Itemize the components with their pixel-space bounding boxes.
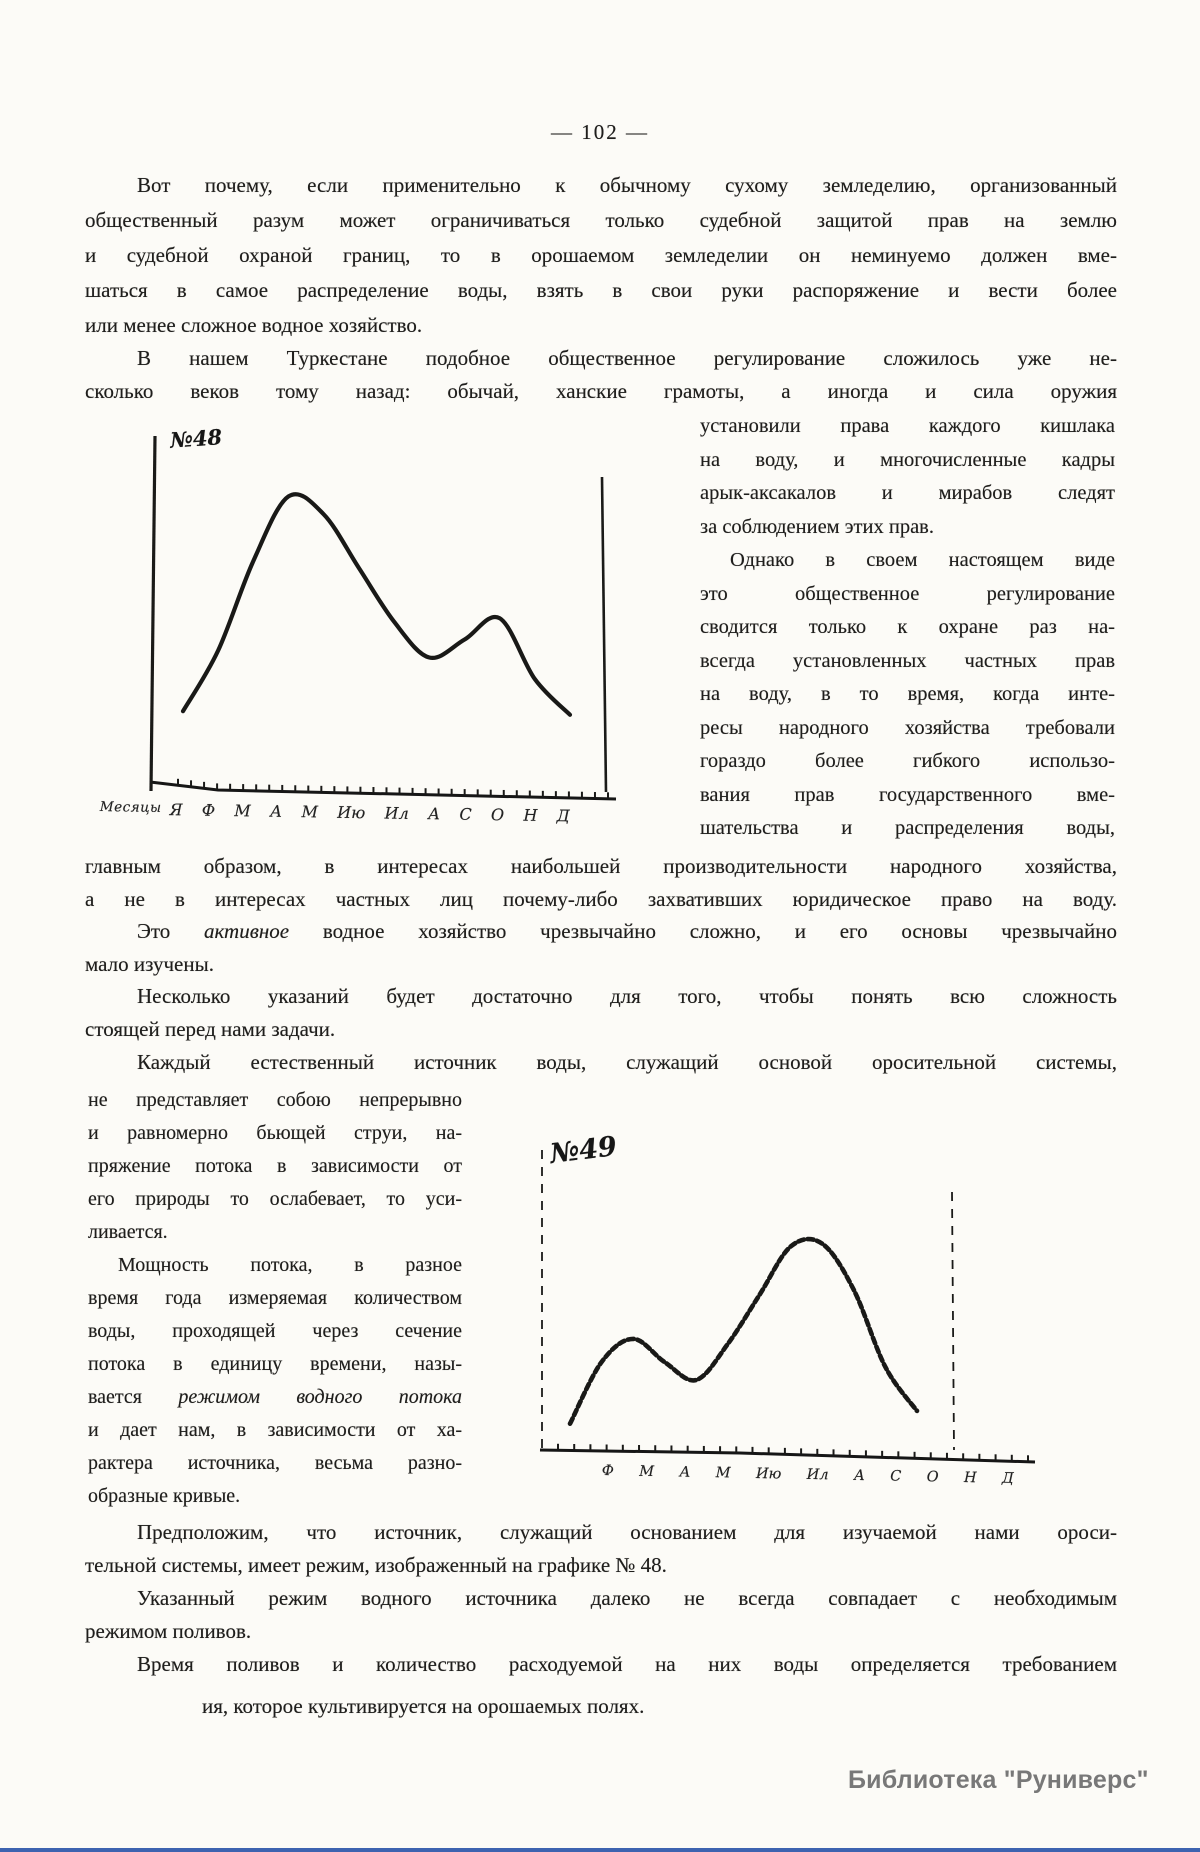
text-line: его природы то ослабевает, то уси- [88,1188,462,1210]
y-axis [151,436,155,791]
emphasized-text: активное [204,919,290,943]
text-line: Предположим, что источник, служащий основанием для изучаемой нами ороси- [137,1520,1117,1544]
text-line: потока в единицу времени, назы- [88,1353,462,1375]
text-line: воды, проходящей через сечение [88,1320,462,1342]
text-line: вания прав государственного вме- [700,783,1115,806]
month-label: Ил [384,803,409,823]
month-label: Н [523,805,538,825]
text-line: тельной системы, имеет режим, изображенный на графике № 48. [85,1553,667,1577]
text-line: Однако в своем настоящем виде [730,549,1115,571]
text-line: общественный разум может ограничиваться только судебной защитой прав на землю [85,208,1117,232]
text-line: шаться в самое распределение воды, взять в свои руки распоряжение и вести более [85,278,1117,302]
x-axis [150,782,616,799]
text-span: вается [88,1386,179,1408]
text-line: режимом поливов. [85,1619,252,1643]
month-label: О [490,805,505,825]
text-line: В нашем Туркестане подобное общественное регулирование сложилось уже не- [137,346,1117,370]
paragraph-kazhdy [85,1046,1117,1079]
paragraph-neskolko [85,980,1117,1046]
text-line: на воду, в то время, когда инте- [700,683,1115,705]
month-label: А [427,804,441,824]
chart-49-canvas [530,1135,1060,1483]
text-span: Это [137,919,205,943]
text-span: водное хозяйство чрезвычайно сложно, и его основы чрезвычайно [289,919,1118,943]
page-number: — 102 — [551,120,649,144]
column-left [88,1084,462,1513]
month-label: С [459,804,472,824]
flow-curve [183,494,570,715]
month-label: М [715,1465,731,1482]
month-label: Н [963,1469,977,1487]
text-line: Каждый естественный источник воды, служащий основой оросительной системы, [137,1050,1117,1074]
month-label: Ию [337,802,366,823]
text-line: и дает нам, в зависимости от ха- [88,1419,462,1441]
text-line: Несколько указаний будет достаточно для того, чтобы понять всю сложность [137,984,1117,1008]
chart-48-canvas [138,420,630,823]
text-line: ия, которое культивируется на орошаемых полях. [202,1694,645,1718]
month-label: Д [1001,1470,1014,1487]
text-line: сколько веков тому назад: обычай, ханские грамоты, а иногда и сила оружия [85,379,1117,403]
paragraph-glavnym [85,850,1117,916]
month-label: Я [169,800,183,820]
text-line: или менее сложное водное хозяйство. [85,313,423,337]
watermark: Библиотека "Руниверс" [848,1766,1149,1794]
y-axis-dashed [952,1192,954,1450]
text-line: не представляет собою непрерывно [88,1089,462,1111]
text-line: гораздо более гибкого использо- [700,750,1115,772]
month-label: А [853,1467,866,1485]
chart-49-label: №49 [548,1131,619,1170]
text-line: образные кривые. [88,1485,241,1507]
paragraph-intro [85,168,1117,343]
paragraph-vremya [85,1648,1117,1723]
axis-label-months: Месяцы [99,799,162,816]
month-label: Д [556,806,570,826]
text-line: ливается. [88,1221,168,1243]
text-line: Указанный режим водного источника далеко не всегда совпадает с необходимым [137,1586,1117,1610]
bottom-accent-bar [0,1848,1200,1852]
text-line: на воду, и многочисленные кадры [700,448,1115,471]
text-line: рактера источника, весьма разно- [88,1452,462,1474]
text-line: мало изучены. [85,952,214,976]
text-line: арык-аксакалов и мирабов следят [700,482,1115,504]
text-line: сводится только к охране раз на- [700,616,1115,638]
paragraph-ukazanny [85,1582,1117,1648]
month-label: Ию [755,1465,782,1483]
chart-48-label: №48 [169,424,223,453]
x-axis [540,1450,1035,1462]
paragraph-predpolozhim [85,1516,1117,1582]
month-label: Ф [201,800,216,820]
text-line [88,1381,462,1414]
text-line: ресы народного хозяйства требовали [700,716,1115,739]
text-line [85,915,1117,948]
text-line: пряжение потока в зависимости от [88,1155,462,1177]
month-label: М [234,801,251,821]
month-label: С [890,1468,902,1485]
text-line: и равномерно бьющей струи, на- [88,1122,462,1144]
text-line: шательства и распределения воды, [700,817,1115,839]
month-label: Ф [601,1463,615,1480]
text-line: это общественное регулирование [700,582,1115,605]
month-label: М [639,1463,655,1481]
text-line: Мощность потока, в разное [118,1254,462,1276]
paragraph-turkestan [85,342,1117,408]
paragraph-aktivnoe [85,915,1117,981]
text-line: а не в интересах частных лиц почему-либо захвативших юридическое право на воду. [85,887,1117,911]
emphasized-text: режимом водного потока [178,1386,462,1408]
text-line: Вот почему, если применительно к обычному сухому земледелию, организованный [137,173,1117,197]
column-right [700,410,1115,846]
text-line: время года измеряемая количеством [88,1287,462,1309]
month-label: А [679,1464,691,1481]
text-line: Время поливов и количество расходуемой на них воды определяется требованием [137,1652,1117,1676]
month-label: М [301,802,319,822]
y-axis [602,477,606,792]
text-line: за соблюдением этих прав. [700,515,934,538]
flow-curve [570,1239,917,1424]
chart-49 [530,1131,1060,1483]
month-label: Ил [806,1466,829,1484]
text-line: установили права каждого кишлака [700,415,1115,437]
chart-48 [138,420,630,823]
text-line: стоящей перед нами задачи. [85,1017,336,1041]
text-line: главным образом, в интересах наибольшей производительности народного хозяйства, [85,854,1117,878]
text-line: всегда установленных частных прав [700,649,1115,672]
month-label: О [926,1469,939,1486]
month-label: А [269,801,283,821]
text-line: и судебной охраной границ, то в орошаемом земледелии он неминуемо должен вме- [85,243,1117,267]
